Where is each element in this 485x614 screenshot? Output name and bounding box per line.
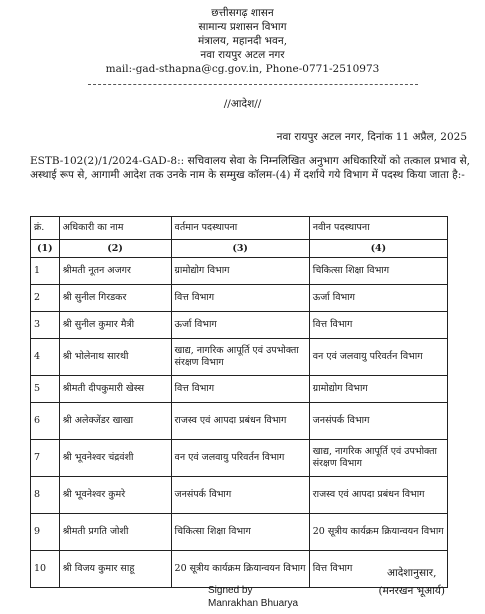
table-row xyxy=(31,514,448,551)
header-officer-name: अधिकारी का नाम xyxy=(59,217,171,240)
officer-name-cell: श्री भूवनेश्वर कुमरे xyxy=(59,477,171,514)
current-posting-cell: राजस्व एवं आपदा प्रबंधन विभाग xyxy=(171,403,309,440)
new-posting-cell: वित्त विभाग xyxy=(309,551,447,588)
header-serial: क्रं. xyxy=(31,217,60,240)
serial-cell: 9 xyxy=(31,514,60,551)
by-order-label: आदेशानुसार, xyxy=(386,567,437,579)
column-number: (4) xyxy=(309,240,447,258)
digital-signature-block xyxy=(208,584,298,610)
column-number: (2) xyxy=(59,240,171,258)
table-row xyxy=(31,376,448,403)
serial-cell: 7 xyxy=(31,440,60,477)
column-number: (1) xyxy=(31,240,60,258)
header-new-posting: नवीन पदस्थापना xyxy=(309,217,447,240)
signer-name: Manrakhan Bhuarya xyxy=(208,598,299,609)
signed-by-label: Signed by xyxy=(208,585,253,596)
serial-cell: 6 xyxy=(31,403,60,440)
current-posting-cell: 20 सूत्रीय कार्यक्रम क्रियान्वयन विभाग xyxy=(171,551,309,588)
office-location: नवा रायपुर अटल नगर xyxy=(200,49,285,61)
current-posting-cell: ग्रामोद्योग विभाग xyxy=(171,258,309,285)
officer-name-cell: श्री अलेक्जेंडर खाखा xyxy=(59,403,171,440)
current-posting-cell: वित्त विभाग xyxy=(171,376,309,403)
officer-name-cell: श्री भोलेनाथ सारथी xyxy=(59,339,171,376)
new-posting-cell: चिकित्सा शिक्षा विभाग xyxy=(309,258,447,285)
new-posting-cell: खाद्य, नागरिक आपूर्ति एवं उपभोक्ता संरक्षण विभाग xyxy=(309,440,447,477)
column-number-row xyxy=(31,240,448,258)
table-row xyxy=(31,440,448,477)
table-header-row xyxy=(31,217,448,240)
signatory-name: (मनरखन भूआर्य) xyxy=(378,585,445,597)
table-row xyxy=(31,285,448,312)
current-posting-cell: चिकित्सा शिक्षा विभाग xyxy=(171,514,309,551)
table-row xyxy=(31,258,448,285)
current-posting-cell: वित्त विभाग xyxy=(171,285,309,312)
officer-name-cell: श्रीमती दीपकुमारी खेस्स xyxy=(59,376,171,403)
serial-cell: 2 xyxy=(31,285,60,312)
new-posting-cell: 20 सूत्रीय कार्यक्रम क्रियान्वयन विभाग xyxy=(309,514,447,551)
current-posting-cell: वन एवं जलवायु परिवर्तन विभाग xyxy=(171,440,309,477)
government-name: छत्तीसगढ़ शासन xyxy=(211,7,274,19)
serial-cell: 4 xyxy=(31,339,60,376)
office-name: मंत्रालय, महानदी भवन, xyxy=(197,35,288,47)
serial-cell: 10 xyxy=(31,551,60,588)
new-posting-cell: ऊर्जा विभाग xyxy=(309,285,447,312)
order-title: //आदेश// xyxy=(223,98,262,110)
officer-name-cell: श्री सुनील कुमार मैत्री xyxy=(59,312,171,339)
current-posting-cell: जनसंपर्क विभाग xyxy=(171,477,309,514)
department-name: सामान्य प्रशासन विभाग xyxy=(198,21,287,33)
officer-name-cell: श्री सुनील गिरडकर xyxy=(59,285,171,312)
serial-cell: 8 xyxy=(31,477,60,514)
serial-cell: 5 xyxy=(31,376,60,403)
table-row xyxy=(31,403,448,440)
header-current-posting: वर्तमान पदस्थापना xyxy=(171,217,309,240)
order-signature-block xyxy=(378,566,445,598)
officer-name-cell: श्रीमती प्रगति जोशी xyxy=(59,514,171,551)
column-number: (3) xyxy=(171,240,309,258)
contact-line: mail:-gad-sthapna@cg.gov.in, Phone-0771-2510973 xyxy=(105,63,380,75)
order-paragraph: ESTB-102(2)/1/2024-GAD-8:: सचिवालय सेवा के निम्नलिखित अनुभाग अधिकारियों को तत्काल प्रभाव से, अस्थाई रूप से, आगामी आदेश तक उनके नाम के सम्मुख कॉलम-(4) में दर्शाये गये विभाग में पदस्थ किया जाता है:- xyxy=(30,155,470,181)
table-row xyxy=(31,477,448,514)
new-posting-cell: ग्रामोद्योग विभाग xyxy=(309,376,447,403)
serial-cell: 1 xyxy=(31,258,60,285)
serial-cell: 3 xyxy=(31,312,60,339)
current-posting-cell: ऊर्जा विभाग xyxy=(171,312,309,339)
posting-table xyxy=(30,216,448,588)
officer-name-cell: श्री विजय कुमार साहू xyxy=(59,551,171,588)
letterhead xyxy=(0,6,485,76)
table-row xyxy=(31,339,448,376)
new-posting-cell: जनसंपर्क विभाग xyxy=(309,403,447,440)
date-line: नवा रायपुर अटल नगर, दिनांक 11 अप्रैल, 2025 xyxy=(276,131,467,143)
new-posting-cell: वन एवं जलवायु परिवर्तन विभाग xyxy=(309,339,447,376)
new-posting-cell: वित्त विभाग xyxy=(309,312,447,339)
header-divider xyxy=(88,84,418,85)
officer-name-cell: श्री भूवनेश्वर चंद्रवंशी xyxy=(59,440,171,477)
table-row xyxy=(31,312,448,339)
new-posting-cell: राजस्व एवं आपदा प्रबंधन विभाग xyxy=(309,477,447,514)
officer-name-cell: श्रीमती नूतन अजगर xyxy=(59,258,171,285)
current-posting-cell: खाद्य, नागरिक आपूर्ति एवं उपभोक्ता संरक्षण विभाग xyxy=(171,339,309,376)
